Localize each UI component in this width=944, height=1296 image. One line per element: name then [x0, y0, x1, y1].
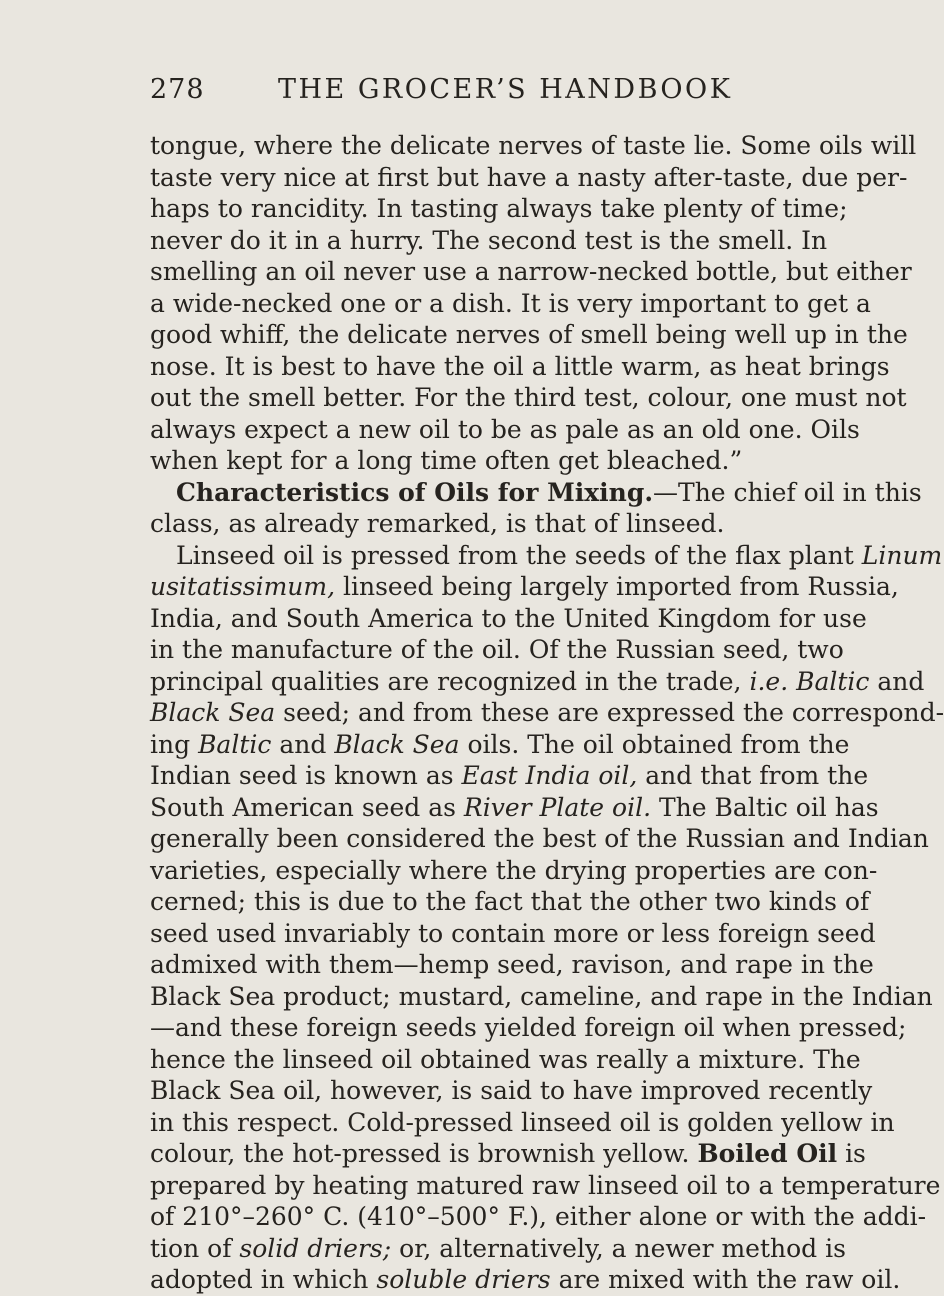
page-header — [150, 74, 750, 114]
italic-term: River Plate oil. — [463, 792, 652, 822]
italic-term: Black Sea — [334, 729, 460, 759]
text-line: nose. It is best to have the oil a little warm, as heat brings — [150, 351, 890, 381]
text-line: prepared by heating matured raw linseed oil to a temperature — [150, 1170, 941, 1200]
text-run: linseed being largely imported from Russia, — [343, 572, 899, 601]
text-line: taste very nice at first but have a nasty after-taste, due per- — [150, 162, 908, 192]
text-line: generally been considered the best of the Russian and Indian — [150, 824, 929, 853]
text-line — [150, 540, 943, 572]
text-run: seed; and from these are expressed the correspond- — [283, 698, 944, 727]
text-line: India, and South America to the United Kingdom for use — [150, 603, 867, 633]
text-line: varieties, especially where the drying properties are con- — [150, 855, 878, 885]
text-line: seed used invariably to contain more or less foreign seed — [150, 918, 876, 948]
text-line: always expect a new oil to be as pale as an old one. Oils — [150, 414, 860, 444]
text-run: South American seed as — [150, 792, 456, 822]
text-run: adopted in which — [150, 1265, 369, 1294]
text-run: oils. The oil obtained from the — [467, 729, 850, 759]
text-run: and — [279, 729, 327, 759]
text-line: in the manufacture of the oil. Of the Russian seed, two — [150, 635, 844, 664]
body-text — [150, 130, 944, 1296]
text-line — [150, 1233, 846, 1265]
italic-term: East India oil, — [461, 761, 638, 790]
text-line: tongue, where the delicate nerves of taste lie. Some oils will — [150, 131, 917, 160]
text-run: and that from the — [645, 761, 869, 790]
text-run: are mixed with the raw oil. — [558, 1265, 901, 1294]
section-heading: Characteristics of Oils for Mixing. — [176, 477, 654, 507]
text-line: never do it in a hurry. The second test is the smell. In — [150, 225, 828, 255]
text-run: The Baltic oil has — [658, 792, 879, 822]
text-line — [150, 477, 922, 509]
text-run: Indian seed is known as — [150, 761, 454, 790]
text-line — [150, 1264, 901, 1296]
italic-term: usitatissimum, — [150, 572, 336, 601]
text-run: Linseed oil is pressed from the seeds of the flax plant — [176, 540, 854, 570]
text-run: —The chief oil in this — [653, 477, 922, 507]
text-line — [150, 760, 869, 792]
text-run: principal qualities are recognized in the trade, — [150, 666, 742, 696]
text-line — [150, 792, 879, 824]
text-line: of 210°–260° C. (410°–500° F.), either alone or with the addi- — [150, 1202, 927, 1231]
text-line: a wide-necked one or a dish. It is very important to get a — [150, 288, 871, 318]
italic-term: i.e. Baltic — [749, 666, 870, 696]
text-line: out the smell better. For the third test, colour, one must not — [150, 383, 907, 412]
text-run: or, alternatively, a newer method is — [399, 1233, 846, 1263]
text-line — [150, 729, 850, 761]
text-line: smelling an oil never use a narrow-necked bottle, but either — [150, 257, 912, 286]
text-line: —and these foreign seeds yielded foreign oil when pressed; — [150, 1013, 907, 1042]
running-head: THE GROCER’S HANDBOOK — [278, 74, 733, 105]
text-line: haps to rancidity. In tasting always take plenty of time; — [150, 194, 848, 223]
italic-term: solid driers; — [239, 1233, 392, 1263]
italic-term: Black Sea — [150, 698, 276, 727]
text-line — [150, 666, 925, 698]
text-run: is — [845, 1139, 866, 1168]
text-line: class, as already remarked, is that of linseed. — [150, 509, 725, 538]
text-line: Black Sea oil, however, is said to have improved recently — [150, 1076, 873, 1105]
text-run: colour, the hot-pressed is brownish yellow. — [150, 1139, 690, 1168]
text-run: and — [877, 666, 925, 696]
italic-term: Linum — [861, 540, 943, 570]
bold-term: Boiled Oil — [697, 1139, 838, 1168]
text-line: good whiff, the delicate nerves of smell being well up in the — [150, 320, 908, 349]
text-run: ing — [150, 729, 191, 759]
italic-term: Baltic — [198, 729, 272, 759]
text-line: cerned; this is due to the fact that the other two kinds of — [150, 887, 870, 916]
text-line: when kept for a long time often get bleached.” — [150, 446, 743, 475]
text-line: Black Sea product; mustard, cameline, and rape in the Indian — [150, 981, 933, 1011]
text-line — [150, 1138, 866, 1170]
text-line: hence the linseed oil obtained was really a mixture. The — [150, 1044, 861, 1074]
text-line: in this respect. Cold-pressed linseed oil is golden yellow in — [150, 1107, 895, 1137]
text-run: tion of — [150, 1233, 232, 1263]
italic-term: soluble driers — [376, 1265, 551, 1294]
text-line: admixed with them—hemp seed, ravison, and rape in the — [150, 950, 874, 979]
text-line — [150, 697, 944, 729]
text-line — [150, 571, 899, 603]
page-number: 278 — [150, 74, 205, 105]
